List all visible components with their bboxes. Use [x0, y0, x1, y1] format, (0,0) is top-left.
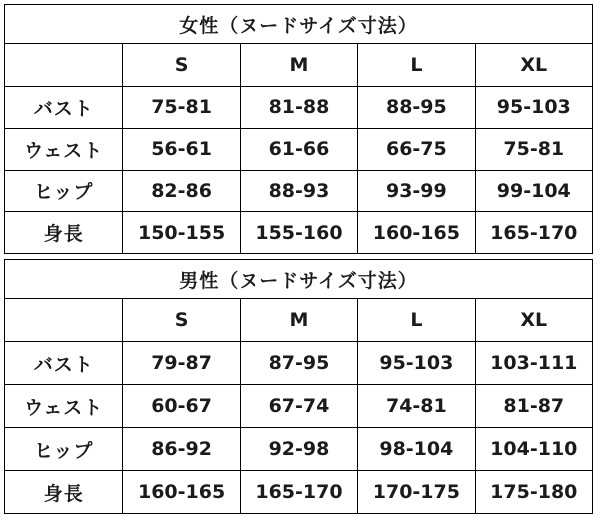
table-row-women-height [5, 212, 593, 254]
cell-women-hip-s: 82-86 [123, 170, 240, 212]
women-col-header-m: M [240, 44, 357, 87]
table-row-women-bust [5, 87, 593, 129]
cell-women-waist-s: 56-61 [123, 128, 240, 170]
row-label-hip: ヒップ [5, 428, 123, 471]
women-col-header-l: L [358, 44, 475, 87]
cell-men-bust-l: 95-103 [358, 342, 475, 385]
cell-women-bust-m: 81-88 [240, 87, 357, 129]
cell-women-height-m: 155-160 [240, 212, 357, 254]
women-table-title: 女性（ヌードサイズ寸法） [5, 5, 593, 44]
table-row-men-height [5, 471, 593, 514]
men-header-row [5, 299, 593, 342]
men-col-header-l: L [358, 299, 475, 342]
cell-men-hip-xl: 104-110 [475, 428, 592, 471]
cell-men-hip-l: 98-104 [358, 428, 475, 471]
men-col-header-m: M [240, 299, 357, 342]
women-corner-cell [5, 44, 123, 87]
cell-women-bust-l: 88-95 [358, 87, 475, 129]
men-col-header-s: S [123, 299, 240, 342]
women-col-header-xl: XL [475, 44, 592, 87]
cell-women-waist-m: 61-66 [240, 128, 357, 170]
cell-women-waist-xl: 75-81 [475, 128, 592, 170]
table-row-women-hip [5, 170, 593, 212]
cell-women-height-xl: 165-170 [475, 212, 592, 254]
cell-men-waist-s: 60-67 [123, 385, 240, 428]
cell-women-hip-l: 93-99 [358, 170, 475, 212]
row-label-hip: ヒップ [5, 170, 123, 212]
cell-men-waist-l: 74-81 [358, 385, 475, 428]
row-label-bust: バスト [5, 87, 123, 129]
women-header-row [5, 44, 593, 87]
cell-men-waist-xl: 81-87 [475, 385, 592, 428]
cell-women-height-s: 150-155 [123, 212, 240, 254]
row-label-height: 身長 [5, 471, 123, 514]
cell-men-height-m: 165-170 [240, 471, 357, 514]
row-label-waist: ウェスト [5, 385, 123, 428]
men-corner-cell [5, 299, 123, 342]
row-label-bust: バスト [5, 342, 123, 385]
women-size-table [4, 4, 593, 254]
table-row-men-hip [5, 428, 593, 471]
table-row-women-waist [5, 128, 593, 170]
row-label-height: 身長 [5, 212, 123, 254]
row-label-waist: ウェスト [5, 128, 123, 170]
cell-men-bust-xl: 103-111 [475, 342, 592, 385]
cell-men-hip-m: 92-98 [240, 428, 357, 471]
cell-women-hip-m: 88-93 [240, 170, 357, 212]
cell-men-height-xl: 175-180 [475, 471, 592, 514]
cell-men-hip-s: 86-92 [123, 428, 240, 471]
cell-men-height-s: 160-165 [123, 471, 240, 514]
cell-men-bust-s: 79-87 [123, 342, 240, 385]
cell-women-height-l: 160-165 [358, 212, 475, 254]
women-col-header-s: S [123, 44, 240, 87]
cell-men-height-l: 170-175 [358, 471, 475, 514]
men-col-header-xl: XL [475, 299, 592, 342]
table-row-men-bust [5, 342, 593, 385]
men-title-row [5, 260, 593, 299]
cell-women-bust-s: 75-81 [123, 87, 240, 129]
men-table-title: 男性（ヌードサイズ寸法） [5, 260, 593, 299]
cell-women-bust-xl: 95-103 [475, 87, 592, 129]
cell-women-hip-xl: 99-104 [475, 170, 592, 212]
women-title-row [5, 5, 593, 44]
cell-women-waist-l: 66-75 [358, 128, 475, 170]
cell-men-waist-m: 67-74 [240, 385, 357, 428]
men-size-table [4, 259, 593, 514]
cell-men-bust-m: 87-95 [240, 342, 357, 385]
table-row-men-waist [5, 385, 593, 428]
